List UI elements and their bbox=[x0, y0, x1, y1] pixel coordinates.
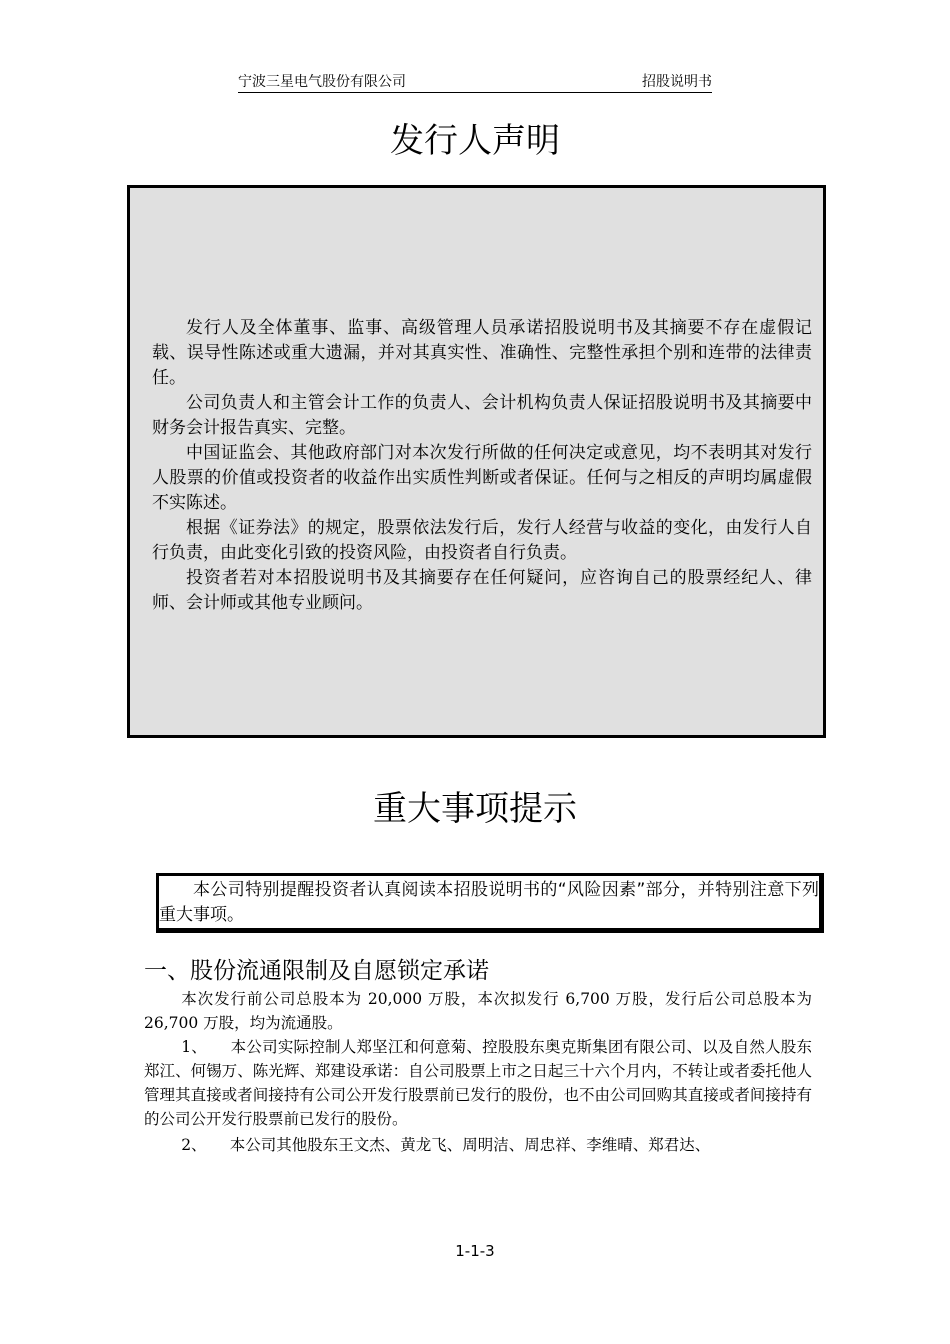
lockup-item-1: 1、 本公司实际控制人郑坚江和何意菊、控股股东奥克斯集团有限公司、以及自然人股东郑江、何锡万、陈光辉、郑建设承诺：自公司股票上市之日起三十六个月内，不转让或者委托他人管理其直接或者间接持有公司公开发行股票前已发行的股份，也不由公司回购其直接或者间接持有的公司公开发行股票前已发行的股份。 bbox=[144, 1038, 812, 1128]
statement-paragraph: 公司负责人和主管会计工作的负责人、会计机构负责人保证招股说明书及其摘要中财务会计报告真实、完整。 bbox=[152, 393, 812, 438]
section-body bbox=[144, 987, 812, 1157]
issuer-statement-title: 发行人声明 bbox=[390, 121, 560, 161]
issuer-statement-paragraphs bbox=[152, 316, 812, 616]
lockup-item-2: 2、 本公司其他股东王文杰、黄龙飞、周明洁、周忠祥、李维晴、郑君达、 bbox=[181, 1136, 711, 1154]
header-company-name: 宁波三星电气股份有限公司 bbox=[238, 74, 406, 90]
statement-paragraph: 中国证监会、其他政府部门对本次发行所做的任何决定或意见，均不表明其对发行人股票的价值或投资者的收益作出实质性判断或者保证。任何与之相反的声明均属虚假不实陈述。 bbox=[152, 443, 812, 513]
header-document-type: 招股说明书 bbox=[642, 74, 712, 90]
page-number: 1-1-3 bbox=[455, 1242, 495, 1260]
risk-notice-text: 本公司特别提醒投资者认真阅读本招股说明书的“风险因素”部分，并特别注意下列重大事项。 bbox=[159, 880, 819, 925]
section-heading: 一、股份流通限制及自愿锁定承诺 bbox=[144, 958, 489, 984]
statement-paragraph: 投资者若对本招股说明书及其摘要存在任何疑问，应咨询自己的股票经纪人、律师、会计师或其他专业顾问。 bbox=[152, 568, 812, 613]
statement-paragraph: 根据《证券法》的规定，股票依法发行后，发行人经营与收益的变化，由发行人自行负责，由此变化引致的投资风险，由投资者自行负责。 bbox=[152, 518, 812, 563]
page-header bbox=[238, 72, 712, 93]
risk-notice-box bbox=[156, 873, 824, 933]
issuer-statement-box bbox=[127, 185, 826, 738]
share-capital-paragraph: 本次发行前公司总股本为 20,000 万股，本次拟发行 6,700 万股，发行后公司总股本为 26,700 万股，均为流通股。 bbox=[144, 990, 812, 1032]
statement-paragraph: 发行人及全体董事、监事、高级管理人员承诺招股说明书及其摘要不存在虚假记载、误导性陈述或重大遗漏，并对其真实性、准确性、完整性承担个别和连带的法律责任。 bbox=[152, 318, 812, 388]
major-matters-title: 重大事项提示 bbox=[373, 789, 577, 829]
